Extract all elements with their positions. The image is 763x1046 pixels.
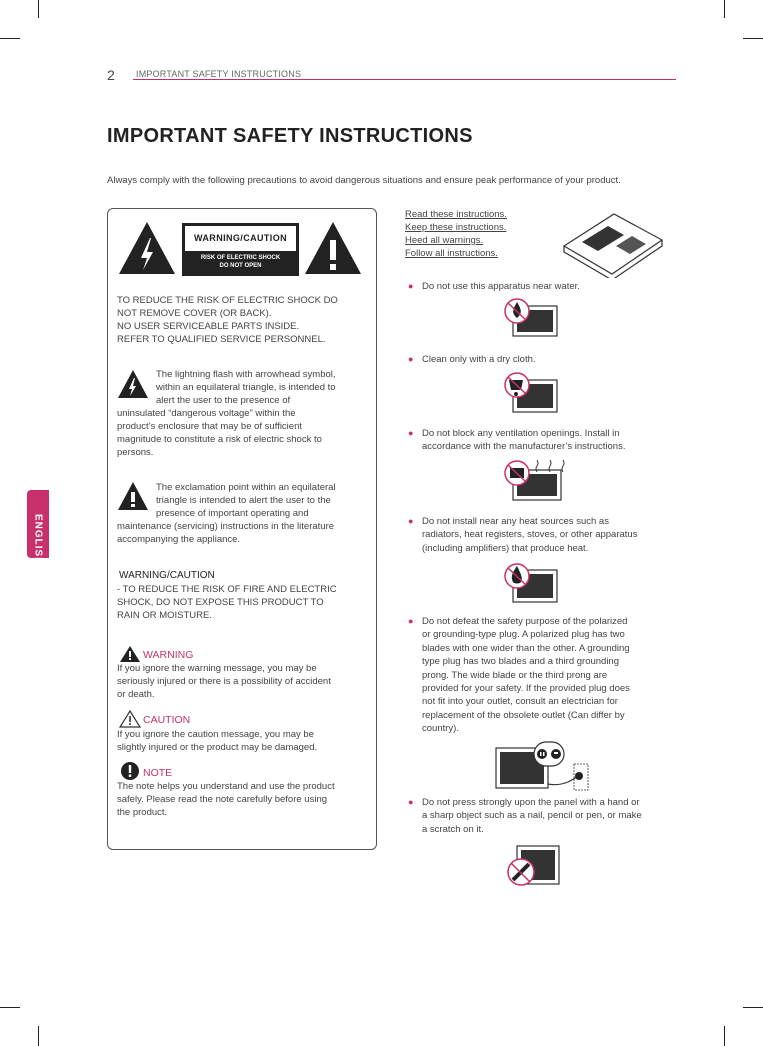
text-line: - TO REDUCE THE RISK OF FIRE AND ELECTRIC <box>117 584 337 595</box>
exclamation-explanation-rest <box>117 520 369 546</box>
text-line: accompanying the appliance. <box>117 534 241 545</box>
text-line: Do not block any ventilation openings. Install in <box>422 428 620 439</box>
crop-mark <box>724 1026 725 1046</box>
text-line: The note helps you understand and use the product <box>117 781 335 792</box>
crop-mark <box>38 0 39 18</box>
warning-label-line: RISK OF ELECTRIC SHOCK <box>200 255 281 261</box>
text-line: or grounding-type plug. A polarized plug has two <box>422 629 625 641</box>
ventilation-icon <box>503 458 575 502</box>
lightning-triangle-icon <box>117 220 177 276</box>
note-icon <box>120 761 140 781</box>
text-line: safely. Please read the note carefully before using <box>117 794 328 805</box>
text-line: Clean only with a dry cloth. <box>422 354 536 365</box>
text-line: seriously injured or there is a possibility of accident <box>117 676 331 687</box>
text-line: a scratch on it. <box>422 823 484 835</box>
instruction-item: Keep these instructions. <box>405 222 507 233</box>
warning-icon <box>119 645 141 663</box>
text-line: persons. <box>117 447 154 458</box>
warning-caution-text <box>117 583 367 622</box>
dry-cloth-icon <box>503 372 559 414</box>
intro-text: Always comply with the following precautions to avoid dangerous situations and ensure peak performance of your product. <box>107 175 621 186</box>
text-line: REFER TO QUALIFIED SERVICE PERSONNEL. <box>117 334 326 345</box>
bullet-item <box>408 353 672 366</box>
warning-caution-heading: WARNING/CAUTION <box>119 570 215 581</box>
water-prohibited-icon <box>503 298 559 338</box>
crop-mark <box>38 1026 39 1046</box>
crop-mark <box>743 1007 763 1008</box>
text-line: product’s enclosure that may be of sufficient <box>117 421 303 432</box>
bullet-dot: ● <box>408 616 414 626</box>
crop-mark <box>0 38 20 39</box>
text-line: Do not use this apparatus near water. <box>422 281 580 292</box>
caution-icon <box>119 710 141 728</box>
bullet-item <box>408 427 672 454</box>
text-line: NO USER SERVICEABLE PARTS INSIDE. <box>117 321 300 332</box>
polarized-plug-icon <box>494 740 594 792</box>
text-line: country). <box>422 723 459 735</box>
instruction-item: Follow all instructions. <box>405 248 498 259</box>
text-line: not fit into your outlet, consult an electrician for <box>422 696 618 708</box>
text-line: Do not defeat the safety purpose of the polarized <box>422 616 628 627</box>
text-line: NOT REMOVE COVER (OR BACK). <box>117 308 272 319</box>
text-line: type plug has two blades and a third grounding <box>422 656 619 668</box>
instruction-item: Read these instructions. <box>405 209 507 220</box>
text-line: uninsulated “dangerous voltage” within the <box>117 408 296 419</box>
lightning-explanation-rest <box>117 407 367 459</box>
exclamation-explanation-top <box>156 481 366 520</box>
text-line: TO REDUCE THE RISK OF ELECTRIC SHOCK DO <box>117 295 338 306</box>
language-tab-label: ENGLISH <box>32 514 44 566</box>
text-line: a sharp object such as a nail, pencil or pen, or make <box>422 810 642 822</box>
text-line: The lightning flash with arrowhead symbol, <box>156 369 336 380</box>
text-line: magnitude to constitute a risk of electric shock to <box>117 434 322 445</box>
warning-label-bottom <box>183 254 298 270</box>
lightning-explanation-top <box>156 368 366 407</box>
language-tab <box>27 490 49 566</box>
bullet-dot: ● <box>408 428 414 438</box>
text-line: presence of important operating and <box>156 508 309 519</box>
text-line: alert the user to the presence of <box>156 395 291 406</box>
warning-heading: WARNING <box>143 649 194 661</box>
page-number: 2 <box>107 67 115 83</box>
text-line: The exclamation point within an equilateral <box>156 482 336 493</box>
crop-mark <box>0 1007 20 1008</box>
text-line: radiators, heat registers, stoves, or other apparatus <box>422 529 638 541</box>
header-rule <box>133 79 676 80</box>
bullet-dot: ● <box>408 281 414 291</box>
exclamation-symbol-icon <box>117 481 149 511</box>
text-line: If you ignore the caution message, you may be <box>117 729 314 740</box>
bullet-dot: ● <box>408 354 414 364</box>
text-line: prong. The wide blade or the third prong are <box>422 669 608 681</box>
text-line: RAIN OR MOISTURE. <box>117 610 213 621</box>
bullet-item <box>408 796 672 836</box>
caution-heading: CAUTION <box>143 714 191 726</box>
instruction-list <box>405 208 525 260</box>
text-line: (including amplifiers) that produce heat. <box>422 542 589 554</box>
warning-label-line: DO NOT OPEN <box>219 263 262 269</box>
text-line: or death. <box>117 689 155 700</box>
text-line: maintenance (servicing) instructions in the literature <box>117 521 335 532</box>
text-line: accordance with the manufacturer’s instructions. <box>422 441 626 453</box>
page-title: IMPORTANT SAFETY INSTRUCTIONS <box>107 125 473 147</box>
text-line: the product. <box>117 807 168 818</box>
text-line: If you ignore the warning message, you may be <box>117 663 317 674</box>
note-heading: NOTE <box>143 767 173 779</box>
heat-source-prohibited-icon <box>503 562 559 604</box>
manual-book-icon <box>558 208 668 278</box>
no-sharp-object-icon <box>505 842 561 890</box>
text-line: provided for your safety. If the provided plug does <box>422 683 630 695</box>
text-line: within an equilateral triangle, is intended to <box>156 382 336 393</box>
text-line: Do not press strongly upon the panel with a hand or <box>422 797 640 808</box>
bullet-item <box>408 615 672 736</box>
warning-text <box>117 662 369 701</box>
crop-mark <box>724 0 725 18</box>
text-line: replacement of the obsolete outlet (Can differ by <box>422 709 625 721</box>
shock-warning-text <box>117 294 367 346</box>
text-line: Do not install near any heat sources such as <box>422 516 609 527</box>
bullet-item <box>408 515 672 555</box>
exclamation-triangle-icon <box>303 220 363 276</box>
bullet-dot: ● <box>408 797 414 807</box>
crop-mark <box>743 38 763 39</box>
caution-text <box>117 728 369 754</box>
running-header: IMPORTANT SAFETY INSTRUCTIONS <box>136 69 302 79</box>
warning-label-top: WARNING/CAUTION <box>185 226 296 251</box>
text-line: SHOCK, DO NOT EXPOSE THIS PRODUCT TO <box>117 597 324 608</box>
lightning-symbol-icon <box>117 369 149 399</box>
text-line: triangle is intended to alert the user to the <box>156 495 331 506</box>
note-text <box>117 780 369 819</box>
bullet-dot: ● <box>408 516 414 526</box>
text-line: blades with one wider than the other. A grounding <box>422 642 630 654</box>
instruction-item: Heed all warnings. <box>405 235 484 246</box>
text-line: slightly injured or the product may be damaged. <box>117 742 318 753</box>
bullet-item <box>408 280 672 293</box>
warning-caution-label <box>182 223 299 276</box>
